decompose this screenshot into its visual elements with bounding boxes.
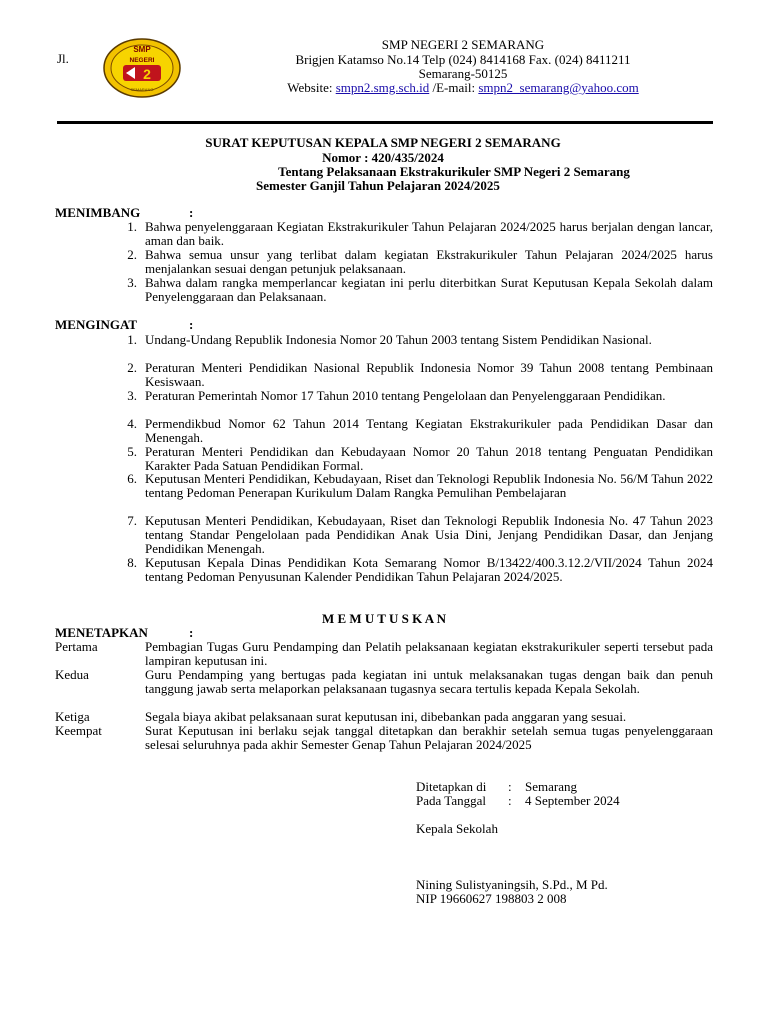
document-title: SURAT KEPUTUSAN KEPALA SMP NEGERI 2 SEMARANG: [205, 135, 561, 150]
logo-text-mid: NEGERI: [129, 57, 155, 64]
website-link[interactable]: smpn2.smg.sch.id: [335, 80, 430, 95]
mengingat-heading: MENGINGAT :: [55, 317, 194, 332]
school-city: Semarang-50125: [418, 66, 508, 81]
mengingat-number: 1.: [127, 332, 137, 347]
document-subject: Tentang Pelaksanaan Ekstrakurikuler SMP Negeri 2 Semarang: [278, 164, 630, 179]
mengingat-item: Keputusan Menteri Pendidikan, Kebudayaan, Riset dan Teknologi Republik Indonesia No. 56/M Tahun 2022 tentang Pedoman Penerapan Kurikulum Dalam Rangka Pemulihan Pembelajaran: [145, 471, 713, 500]
tanggal-label: Pada Tanggal: [416, 793, 486, 808]
mengingat-item: Keputusan Kepala Dinas Pendidikan Kota Semarang Nomor B/13422/400.3.12.2/VII/2024 Tahun 2024 tentang Pedoman Penyusunan Kalender Pendidikan Tahun Pelajaran 2024/2025.: [145, 555, 713, 584]
signer-position: Kepala Sekolah: [416, 821, 498, 836]
school-logo: [102, 37, 182, 99]
address-prefix: Jl.: [57, 51, 69, 66]
menetapkan-key: Pertama: [55, 639, 98, 654]
email-link[interactable]: smpn2_semarang@yahoo.com: [478, 80, 639, 95]
menimbang-item: Bahwa dalam rangka memperlancar kegiatan ini perlu diterbitkan Surat Keputusan Kepala Sekolah dalam Penyelenggaraan dan Pelaksanaan.: [145, 275, 713, 304]
header-divider: [57, 121, 713, 124]
ditetapkan-label: Ditetapkan di: [416, 779, 487, 794]
email-label: /E-mail:: [429, 80, 479, 95]
menimbang-item: Bahwa semua unsur yang terlibat dalam kegiatan Ekstrakurikuler Tahun Pelajaran 2024/2025 harus menjalankan sesuai dengan petunjuk pelaksanaan.: [145, 247, 713, 276]
document-semester: Semester Ganjil Tahun Pelajaran 2024/2025: [256, 178, 500, 193]
mengingat-item: Peraturan Menteri Pendidikan Nasional Republik Indonesia Nomor 39 Tahun 2008 tentang Pembinaan Kesiswaan.: [145, 360, 713, 389]
website-label: Website:: [287, 80, 336, 95]
tanggal-value: 4 September 2024: [525, 793, 620, 808]
mengingat-item: Keputusan Menteri Pendidikan, Kebudayaan, Riset dan Teknologi Republik Indonesia No. 47 Tahun 2023 tentang Standar Pengelolaan pada Pendidikan Anak Usia Dini, Jenjang Pendidikan Dasar, dan Jenjang Pendidikan Menengah.: [145, 513, 713, 556]
menetapkan-item: Segala biaya akibat pelaksanaan surat keputusan ini, dibebankan pada anggaran yang sesuai.: [145, 709, 627, 724]
mengingat-item: Permendikbud Nomor 62 Tahun 2014 Tentang Kegiatan Ekstrakurikuler pada Pendidikan Dasar dan Menengah.: [145, 416, 713, 445]
menimbang-number: 1.: [127, 219, 137, 234]
signer-name: Nining Sulistyaningsih, S.Pd., M Pd.: [416, 877, 608, 892]
contact-line: [200, 80, 726, 95]
logo-text-top: SMP: [133, 45, 151, 54]
mengingat-number: 8.: [127, 555, 137, 570]
mengingat-number: 3.: [127, 388, 137, 403]
menimbang-number: 3.: [127, 275, 137, 290]
ditetapkan-value: Semarang: [525, 779, 577, 794]
memutuskan-heading: M E M U T U S K A N: [321, 611, 447, 626]
mengingat-number: 5.: [127, 444, 137, 459]
menimbang-heading: MENIMBANG :: [55, 205, 194, 220]
school-name: SMP NEGERI 2 SEMARANG: [381, 37, 545, 52]
tanggal-colon: :: [508, 793, 512, 808]
signer-nip: NIP 19660627 198803 2 008: [416, 891, 567, 906]
menetapkan-key: Keempat: [55, 723, 102, 738]
school-address: Brigjen Katamso No.14 Telp (024) 8414168 Fax. (024) 8411211: [295, 52, 631, 67]
menetapkan-key: Ketiga: [55, 709, 90, 724]
document-number: Nomor : 420/435/2024: [322, 150, 444, 165]
ditetapkan-colon: :: [508, 779, 512, 794]
mengingat-number: 7.: [127, 513, 137, 528]
menetapkan-heading: MENETAPKAN :: [55, 625, 194, 640]
mengingat-number: 2.: [127, 360, 137, 375]
menetapkan-key: Kedua: [55, 667, 89, 682]
mengingat-item: Peraturan Menteri Pendidikan dan Kebudayaan Nomor 20 Tahun 2018 tentang Penguatan Pendidikan Karakter Pada Satuan Pendidikan Formal.: [145, 444, 713, 473]
menetapkan-item: Surat Keputusan ini berlaku sejak tanggal ditetapkan dan berakhir setelah semua tugas penyelenggaraan selesai seluruhnya pada akhir Semester Genap Tahun Pelajaran 2024/2025: [145, 723, 713, 752]
menimbang-item: Bahwa penyelenggaraan Kegiatan Ekstrakurikuler Tahun Pelajaran 2024/2025 harus berjalan dengan lancar, aman dan baik.: [145, 219, 713, 248]
logo-text-bottom: SEMARANG: [130, 87, 154, 92]
menetapkan-item: Guru Pendamping yang bertugas pada kegiatan ini untuk melaksanakan tugas dengan baik dan penuh tanggung jawab serta melaporkan pelaksanaan tugasnya secara tertulis kepada Kepala Sekolah.: [145, 667, 713, 696]
logo-number: 2: [143, 66, 151, 82]
mengingat-item: Peraturan Pemerintah Nomor 17 Tahun 2010 tentang Pengelolaan dan Penyelenggaraan Pendidikan.: [145, 388, 666, 403]
menimbang-number: 2.: [127, 247, 137, 262]
mengingat-number: 4.: [127, 416, 137, 431]
mengingat-number: 6.: [127, 471, 137, 486]
mengingat-item: Undang-Undang Republik Indonesia Nomor 20 Tahun 2003 tentang Sistem Pendidikan Nasional.: [145, 332, 652, 347]
menetapkan-item: Pembagian Tugas Guru Pendamping dan Pelatih pelaksanaan kegiatan ekstrakurikuler seperti tersebut pada lampiran keputusan ini.: [145, 639, 713, 668]
